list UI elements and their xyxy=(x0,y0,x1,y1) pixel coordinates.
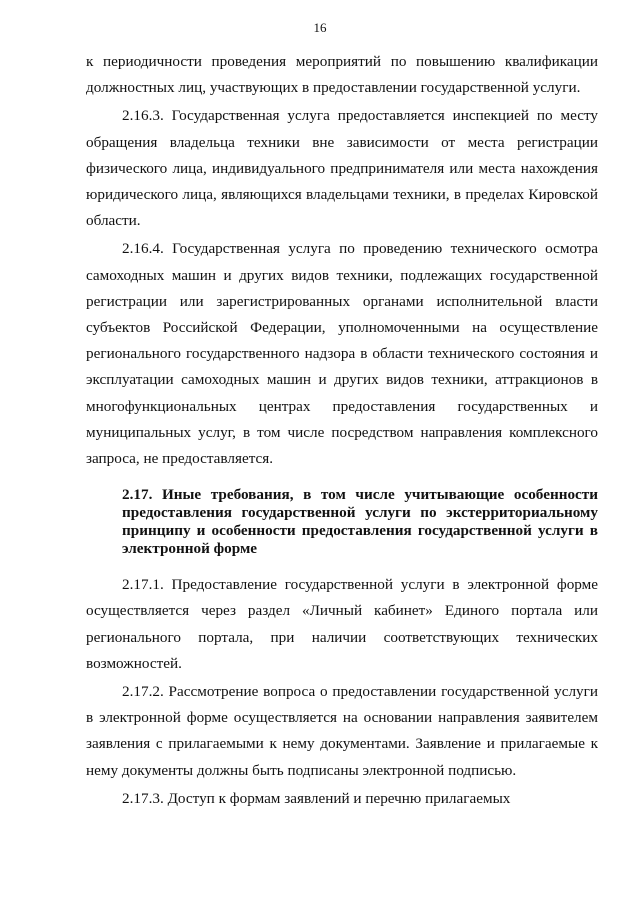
paragraph-2-17-3: 2.17.3. Доступ к формам заявлений и перечню прилагаемых xyxy=(122,789,511,807)
section-heading-2-17: 2.17. Иные требования, в том числе учитывающие особенности предоставления государственной услуги по экстерриториальному принципу и особенности предоставления государственной услуги в электронной форме xyxy=(122,486,598,558)
paragraph-2-16-4: 2.16.4. Государственная услуга по проведению технического осмотра самоходных машин и других видов техники, подлежащих государственной регистрации или зарегистрированных органами исполнительной власти субъектов Российской Федерации, уполномоченными на осуществление регионального государственного надзора в области технического состояния и эксплуатации самоходных машин и других видов техники, аттракционов в многофункциональных центрах предоставления государственных и муниципальных услуг, в том числе посредством направления комплексного запроса, не предоставляется. xyxy=(86,240,598,468)
document-body xyxy=(86,49,598,814)
page-number: 16 xyxy=(313,20,327,35)
paragraph-2-16-3: 2.16.3. Государственная услуга предоставляется инспекцией по месту обращения владельца техники вне зависимости от места регистрации физического лица, индивидуального предпринимателя или места нахождения юридического лица, являющихся владельцами техники, в пределах Кировской области. xyxy=(86,107,598,230)
paragraph-continuation: к периодичности проведения мероприятий по повышению квалификации должностных лиц, участвующих в предоставлении государственной услуги. xyxy=(86,53,598,97)
paragraph-2-17-2: 2.17.2. Рассмотрение вопроса о предоставлении государственной услуги в электронной форме осуществляется на основании направления заявителем заявления с прилагаемыми к нему документами. Заявление и прилагаемые к нему документы должны быть подписаны электронной подписью. xyxy=(86,683,598,779)
paragraph-2-17-1: 2.17.1. Предоставление государственной услуги в электронной форме осуществляется через раздел «Личный кабинет» Единого портала или регионального портала, при наличии соответствующих технических возможностей. xyxy=(86,576,598,672)
